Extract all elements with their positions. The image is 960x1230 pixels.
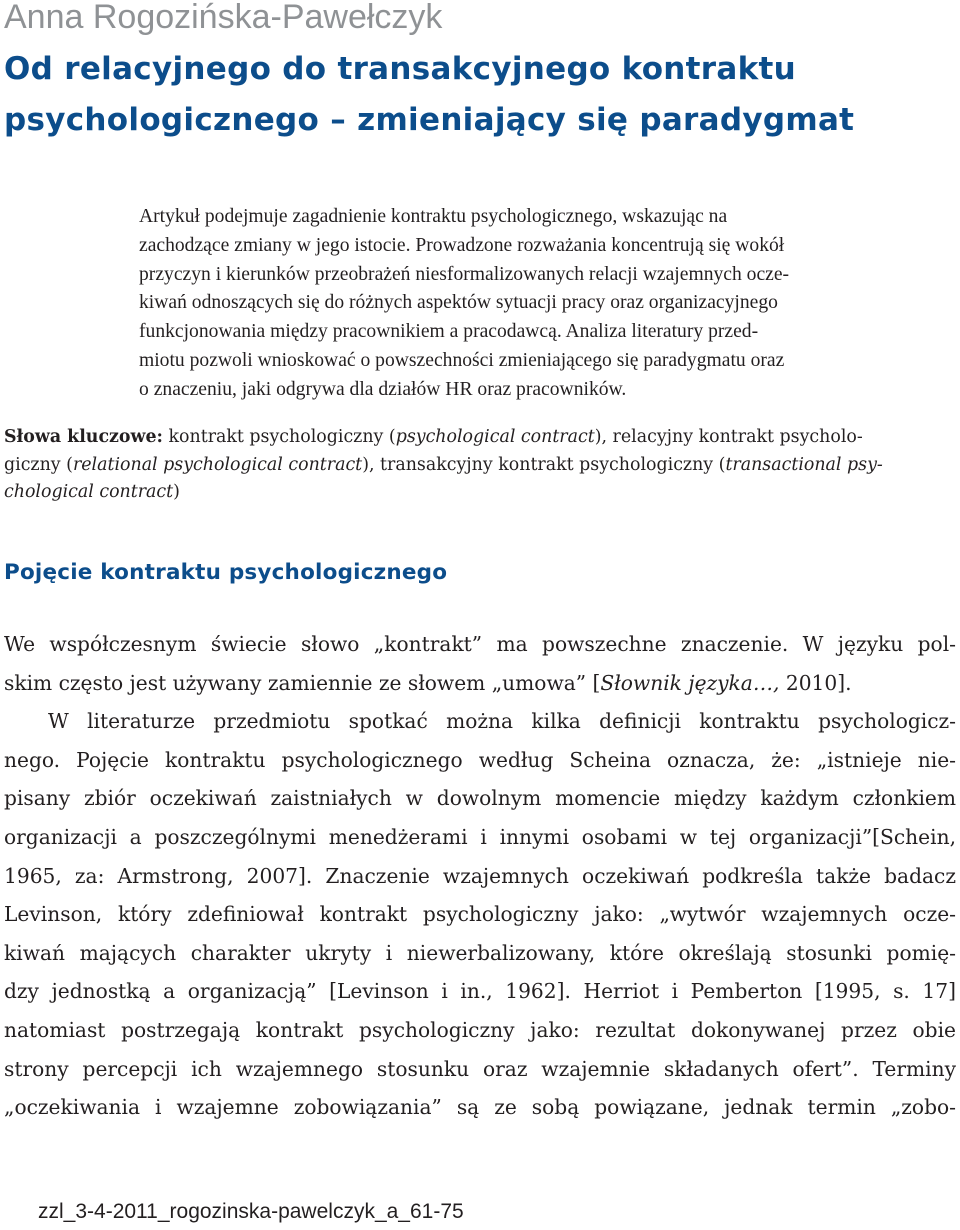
body-italic: Słownik języka…,: [600, 670, 780, 695]
keywords-italic: chological contract: [4, 482, 174, 503]
keywords-italic: psychological contract: [395, 427, 595, 447]
body-line: [4, 664, 956, 703]
abstract-line: o znaczeniu, jaki odgrywa dla działów HR oraz pracowników.: [139, 378, 627, 400]
body-line: 1965, za: Armstrong, 2007]. Znaczenie wzajemnych oczekiwań podkreśla także badacz: [4, 863, 956, 888]
body-line: W literaturze przedmiotu spotkać można kilka definicji kontraktu psychologicz-: [48, 709, 956, 734]
footer-filename: zzl_3-4-2011_rogozinska-pawelczyk_a_61-75: [38, 1200, 464, 1223]
keywords-text: ): [173, 482, 180, 503]
abstract: [139, 203, 956, 405]
title-line: psychologicznego – zmieniający się paradygmat: [4, 102, 855, 138]
keywords-line: [4, 452, 956, 480]
body-line: dzy jednostką a organizacją” [Levinson i in., 1962]. Herriot i Pemberton [1995, s. 17]: [4, 979, 956, 1004]
keywords-line: [4, 424, 956, 452]
body-line: „oczekiwania i wzajemne zobowiązania” są ze sobą powiązane, jednak termin „zobo-: [4, 1095, 956, 1120]
body-line: kiwań mających charakter ukryty i niewerbalizowany, które określają stosunki pomię-: [4, 940, 956, 965]
author-name: Anna Rogozińska-Pawełczyk: [4, 0, 443, 36]
keywords: [4, 424, 956, 507]
keywords-text: kontrakt psychologiczny (: [162, 427, 396, 447]
abstract-line: zachodzące zmiany w jego istocie. Prowadzone rozważania koncentrują się wokół: [139, 234, 785, 256]
article-title: [4, 44, 956, 146]
abstract-line: przyczyn i kierunków przeobrażeń niesformalizowanych relacji wzajemnych ocze-: [139, 263, 790, 285]
body-line: Levinson, który zdefiniował kontrakt psychologiczny jako: „wytwór wzajemnych ocze-: [4, 902, 956, 927]
body-text: [4, 625, 956, 1127]
keywords-line: [4, 479, 956, 507]
title-line: Od relacyjnego do transakcyjnego kontraktu: [4, 51, 797, 87]
body-line: nego. Pojęcie kontraktu psychologicznego według Scheina oznacza, że: „istnieje nie-: [4, 747, 956, 772]
body-line: organizacji a poszczególnymi menedżerami i innymi osobami w tej organizacji”[Schein,: [4, 824, 956, 849]
body-line: natomiast postrzegają kontrakt psychologiczny jako: rezultat dokonywanej przez obie: [4, 1017, 956, 1042]
keywords-italic: transactional psy-: [725, 454, 883, 475]
keywords-label: Słowa kluczowe:: [4, 427, 163, 447]
body-line: We współczesnym świecie słowo „kontrakt” ma powszechne znaczenie. W języku pol-: [4, 632, 956, 656]
keywords-text: ), relacyjny kontrakt psycholo-: [594, 427, 863, 447]
body-text-span: skim często jest używany zamiennie ze słowem „umowa” [: [4, 670, 601, 695]
abstract-line: funkcjonowania między pracownikiem a pracodawcą. Analiza literatury przed-: [139, 321, 759, 343]
abstract-line: miotu pozwoli wnioskować o powszechności zmieniającego się paradygmatu oraz: [139, 349, 785, 371]
keywords-text: giczny (: [4, 454, 73, 475]
section-heading: Pojęcie kontraktu psychologicznego: [4, 560, 448, 585]
body-line: strony percepcji ich wzajemnego stosunku oraz wzajemnie składanych ofert”. Terminy: [4, 1056, 956, 1081]
body-line: pisany zbiór oczekiwań zaistniałych w dowolnym momencie między każdym członkiem: [4, 786, 956, 811]
abstract-line: Artykuł podejmuje zagadnienie kontraktu psychologicznego, wskazując na: [139, 206, 728, 227]
keywords-italic: relational psychological contract: [72, 454, 363, 475]
abstract-line: kiwań odnoszących się do różnych aspektów sytuacji pracy oraz organizacyjnego: [139, 292, 778, 314]
keywords-text: ), transakcyjny kontrakt psychologiczny (: [362, 454, 726, 475]
body-text-span: 2010].: [779, 670, 852, 695]
